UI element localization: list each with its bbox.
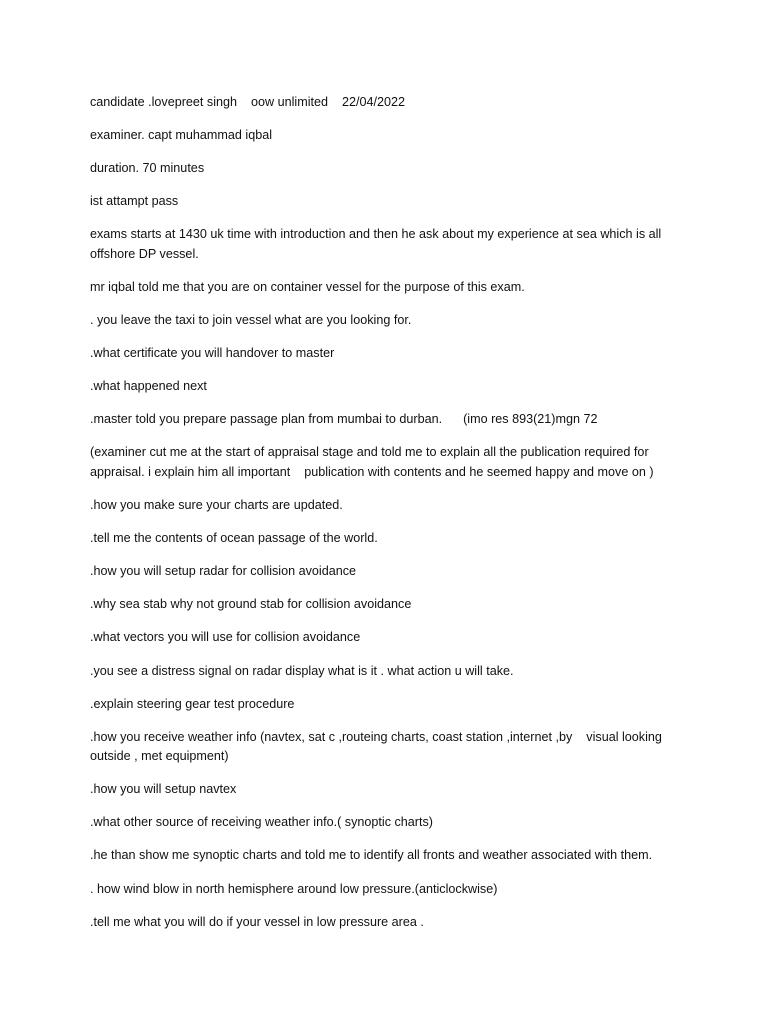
paragraph-question: .how you receive weather info (navtex, sat c ,routeing charts, coast station ,internet ,by visual looking outside , met equipment) [90, 729, 666, 764]
paragraph-question: .he than show me synoptic charts and told me to identify all fronts and weather associated with them. [90, 848, 653, 863]
paragraph-question: .what vectors you will use for collision avoidance [90, 630, 361, 645]
paragraph-question: .how you make sure your charts are updated. [90, 498, 343, 513]
paragraph-question: .tell me the contents of ocean passage of the world. [90, 531, 378, 546]
paragraph-question: .you see a distress signal on radar display what is it . what action u will take. [90, 663, 514, 678]
paragraph-candidate-info: candidate .lovepreet singh oow unlimited 22/04/2022 [90, 95, 406, 109]
document-body [90, 93, 700, 946]
paragraph-question: .what happened next [90, 379, 207, 394]
paragraph-question: .what certificate you will handover to master [90, 346, 335, 361]
paragraph-attempt: ist attampt pass [90, 194, 179, 209]
paragraph-question: .explain steering gear test procedure [90, 696, 295, 711]
paragraph-question: .tell me what you will do if your vessel in low pressure area . [90, 914, 424, 929]
paragraph-exam-start: exams starts at 1430 uk time with introduction and then he ask about my experience at sea which is all offshore DP vessel. [90, 227, 665, 261]
paragraph-duration: duration. 70 minutes [90, 161, 205, 176]
paragraph-question: .how you will setup navtex [90, 782, 237, 797]
paragraph-appraisal-note: (examiner cut me at the start of appraisal stage and told me to explain all the publication required for appraisal. i explain him all important publication with contents and he seemed happy and move on ) [90, 445, 654, 479]
paragraph-question: .why sea stab why not ground stab for collision avoidance [90, 597, 412, 612]
paragraph-question: .master told you prepare passage plan from mumbai to durban. (imo res 893(21)mgn 72 [90, 412, 598, 427]
paragraph-question: . you leave the taxi to join vessel what are you looking for. [90, 313, 412, 328]
paragraph-question: .what other source of receiving weather info.( synoptic charts) [90, 815, 433, 830]
paragraph-question: .how you will setup radar for collision avoidance [90, 564, 357, 579]
paragraph-examiner: examiner. capt muhammad iqbal [90, 128, 273, 143]
paragraph-container-vessel: mr iqbal told me that you are on container vessel for the purpose of this exam. [90, 279, 525, 294]
paragraph-question: . how wind blow in north hemisphere around low pressure.(anticlockwise) [90, 881, 498, 896]
